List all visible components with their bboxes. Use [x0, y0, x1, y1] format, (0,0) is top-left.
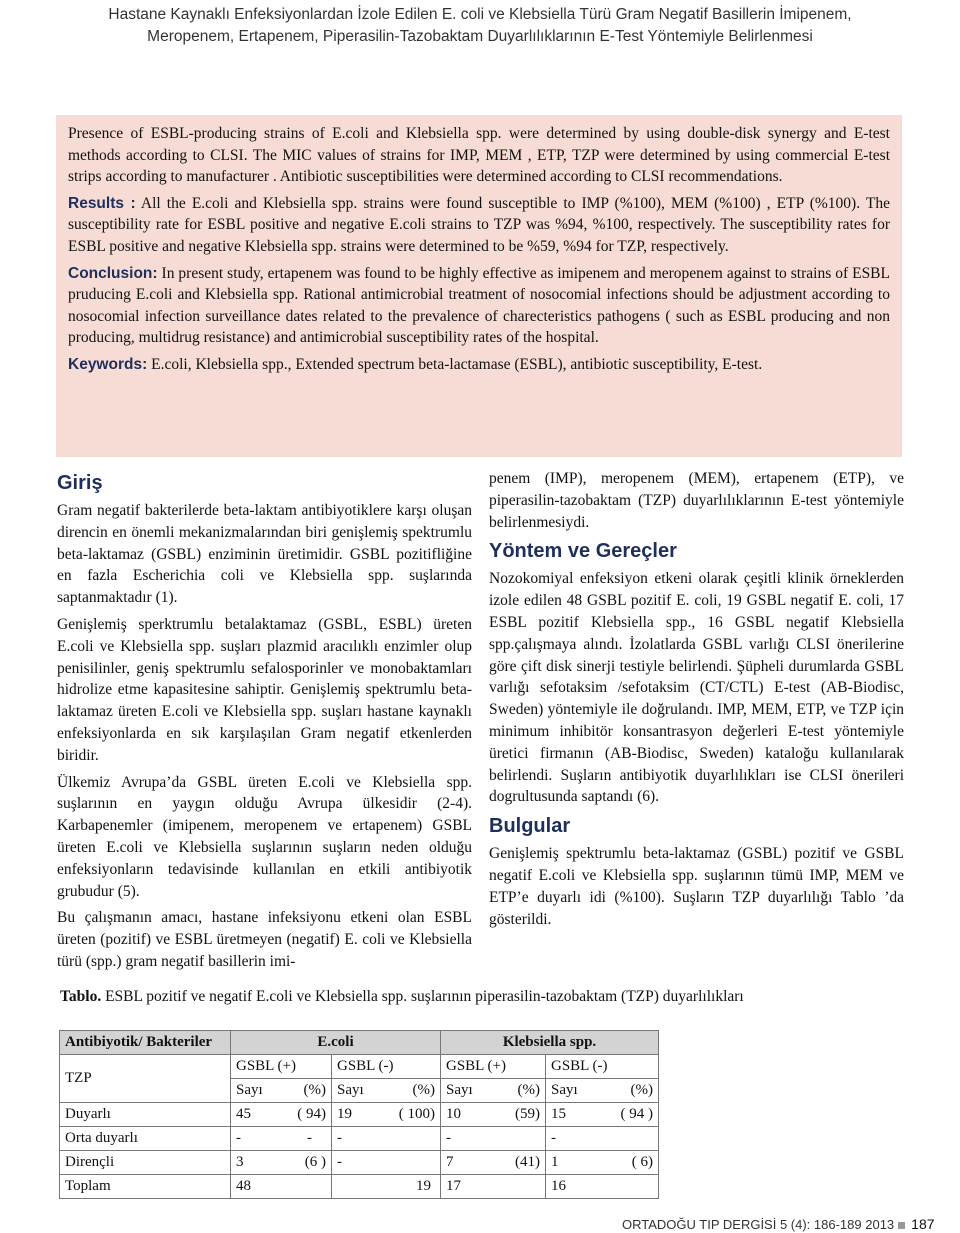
caption-label: Tablo. — [60, 988, 102, 1005]
cell-part: (%) — [630, 1082, 653, 1098]
conclusion-text: In present study, ertapenem was found to be highly effective as imipenem and meropenem against to strains of ESBL pruducing E.coli and Klebsiella spp. Rational antimicrobial treatment of nosocomial infections should be adjustment according to nosocomial infection surveillance dates related to the prevalence of charecteristics pathogens ( such as ESBL producing and non producing, multidrug resistance) and antimicrobial susceptibility rates of the hospital. — [68, 264, 890, 347]
paragraph: Ülkemiz Avrupa’da GSBL üreten E.coli ve Klebsiella spp. suşlarının en yaygın olduğu Avrupa ülkesidir (2-4). Karbapenemler (imipenem, meropenem ve ertapenem) GSBL üreten E.coli ve Klebsiella suşlarının suşların neden olduğu enfeksiyonların tedavisinde kullanılan en etkili antibiyotik grubudur (5). — [57, 773, 472, 900]
table-cell — [332, 1127, 441, 1151]
table-row — [60, 1103, 659, 1127]
table-cell — [546, 1127, 659, 1151]
abstract-methods: Presence of ESBL-producing strains of E.coli and Klebsiella spp. were determined by using double-disk synergy and E-test methods according to CLSI. The MIC values of strains for IMP, MEM , ETP, TZP were determined by using commercial E-test strips according to manufacturer . Antibiotic susceptibilities were determined according to CLSI recommendations. — [68, 125, 890, 186]
cell-part: 1 — [551, 1154, 559, 1170]
table-cell: GSBL (-) — [546, 1055, 659, 1079]
page-number: 187 — [911, 1216, 935, 1232]
cell-part: - — [236, 1130, 241, 1146]
abstract-keywords — [68, 354, 890, 376]
cell-part: 16 — [551, 1178, 566, 1194]
cell-part: ( 100) — [398, 1106, 435, 1122]
table-cell — [441, 1151, 546, 1175]
tzp-table — [59, 1030, 659, 1199]
table-header-cell: Klebsiella spp. — [441, 1031, 659, 1055]
table-cell — [231, 1103, 332, 1127]
cell-part: - — [551, 1130, 556, 1146]
cell-part: - — [337, 1154, 342, 1170]
table-header-cell: Antibiyotik/ Bakteriler — [60, 1031, 231, 1055]
cell-part: - — [337, 1130, 342, 1146]
section-heading-giris: Giriş — [57, 472, 103, 494]
table-cell: GSBL (+) — [231, 1055, 332, 1079]
running-header — [0, 4, 960, 48]
cell-part: (%) — [412, 1082, 435, 1098]
table-cell: GSBL (-) — [332, 1055, 441, 1079]
table-cell — [441, 1079, 546, 1103]
table-cell — [441, 1127, 546, 1151]
left-column — [57, 468, 472, 978]
table-cell: Orta duyarlı — [60, 1127, 231, 1151]
keywords-text: E.coli, Klebsiella spp., Extended spectrum beta-lactamase (ESBL), antibiotic susceptibility, E-test. — [147, 355, 763, 373]
cell-part: - — [446, 1130, 451, 1146]
cell-part: (41) — [515, 1154, 540, 1170]
table-row — [60, 1127, 659, 1151]
table-cell — [332, 1079, 441, 1103]
abstract-conclusion — [68, 263, 890, 349]
table-cell — [546, 1151, 659, 1175]
cell-part: (%) — [517, 1082, 540, 1098]
cell-part: Sayı — [337, 1082, 364, 1098]
conclusion-label: Conclusion: — [68, 264, 158, 282]
table-cell — [546, 1175, 659, 1199]
page-footer — [622, 1216, 935, 1232]
table-row — [60, 1055, 659, 1079]
table-cell: Duyarlı — [60, 1103, 231, 1127]
table-cell — [231, 1079, 332, 1103]
cell-part: Sayı — [236, 1082, 263, 1098]
results-label: Results : — [68, 194, 136, 212]
table-cell: TZP — [60, 1055, 231, 1103]
cell-part: 19 — [416, 1178, 431, 1194]
table-cell — [441, 1103, 546, 1127]
table-row — [60, 1175, 659, 1199]
table-header-row — [60, 1031, 659, 1055]
table-cell — [332, 1151, 441, 1175]
square-icon — [898, 1222, 905, 1229]
table-cell — [231, 1175, 332, 1199]
cell-part: 45 — [236, 1106, 251, 1122]
paragraph: Nozokomiyal enfeksiyon etkeni olarak çeşitli klinik örneklerden izole edilen 48 GSBL pozitif E. coli, 19 GSBL negatif E. coli, 17 ESBL pozitif Klebsiella spp., 16 GSBL negatif Klebsiella spp.çalışmaya alındı. İzolatlarda GSBL varlığı CLSI önerilerine göre çift disk sinerji testiyle belirlendi. Şüpheli durumlarda GSBL varlığı sefotaksim /sefotaksim (CT/CTL) E-test (AB-Biodisc, Sweden) yöntemiyle ile doğrulandı. IMP, MEM, ETP, ve TZP için minimum inhibitör konsantrasyon değerleri E-test yöntemiyle üretici firmanın (AB-Biodisc, Sweden) kataloğu kullanılarak belirlendi. Suşların antibiyotik duyarlılıkları ise CLSI önerileri dogrultusunda saptandı (6). — [489, 570, 904, 806]
table-cell — [231, 1127, 332, 1151]
table-cell — [332, 1175, 441, 1199]
cell-part: ( 94) — [297, 1106, 326, 1122]
table-caption — [60, 986, 930, 1008]
paragraph: Gram negatif bakterilerde beta-laktam antibiyotiklere karşı oluşan direncin en önemli mekanizmalarından biri genişlemiş spektrumlu beta-laktamaz (GSBL) enziminin üretimidir. GSBL pozitifliğine en fazla Escherichia coli ve Klebsiella spp. suşlarında saptanmaktadır (1). — [57, 502, 472, 607]
table-header-cell: E.coli — [231, 1031, 441, 1055]
table-cell — [546, 1103, 659, 1127]
running-header-line-2: Meropenem, Ertapenem, Piperasilin-Tazobaktam Duyarlılıklarının E-Test Yöntemiyle Belirlenmesi — [147, 28, 813, 45]
paragraph: Genişlemiş spektrumlu beta-laktamaz (GSBL) pozitif ve GSBL negatif E.coli ve Klebsiella spp. suşlarının tümü IMP, MEM ve ETP’e duyarlı idi (%100). Suşların TZP duyarlılığı Tablo ’da gösterildi. — [489, 845, 904, 928]
cell-part: 17 — [446, 1178, 461, 1194]
cell-part: ( 94 ) — [620, 1106, 653, 1122]
paragraph: Bu çalışmanın amacı, hastane infeksiyonu etkeni olan ESBL üreten (pozitif) ve ESBL üretmeyen (negatif) E. coli ve Klebsiella türü (spp.) gram negatif basillerin imi- — [57, 909, 472, 970]
abstract-box — [56, 115, 902, 457]
cell-part: 10 — [446, 1106, 461, 1122]
section-heading-bulgular: Bulgular — [489, 815, 571, 838]
running-header-line-1: Hastane Kaynaklı Enfeksiyonlardan İzole Edilen E. coli ve Klebsiella Türü Gram Negatif Basillerin İmipenem, — [108, 6, 852, 23]
cell-part: (59) — [515, 1106, 540, 1122]
table-cell: GSBL (+) — [441, 1055, 546, 1079]
table-row — [60, 1151, 659, 1175]
cell-part: 48 — [236, 1178, 251, 1194]
table-cell: Dirençli — [60, 1151, 231, 1175]
cell-part: 3 — [236, 1154, 244, 1170]
keywords-label: Keywords: — [68, 355, 148, 373]
abstract-results — [68, 193, 890, 258]
results-text: All the E.coli and Klebsiella spp. strains were found susceptible to IMP (%100), MEM (%100) , ETP (%100). The susceptibility rate for ESBL positive and negative E.coli strains to TZP was %94, %100, respectively. The susceptibility rates for ESBL positive and negative Klebsiella spp. strains were determined to be %59, %94 for TZP, respectively. — [68, 194, 890, 255]
cell-part: (6 ) — [304, 1154, 326, 1170]
paragraph: penem (IMP), meropenem (MEM), ertapenem (ETP), ve piperasilin-tazobaktam (TZP) duyarlılıklarının E-test yöntemiyle belirlenmesiydi. — [489, 470, 904, 531]
cell-part: 15 — [551, 1106, 566, 1122]
cell-part: 19 — [337, 1106, 352, 1122]
caption-text: ESBL pozitif ve negatif E.coli ve Klebsiella spp. suşlarının piperasilin-tazobaktam (TZP) duyarlılıkları — [101, 988, 744, 1005]
section-heading-yontem: Yöntem ve Gereçler — [489, 540, 677, 563]
cell-part: Sayı — [446, 1082, 473, 1098]
cell-part: (%) — [303, 1082, 326, 1098]
table-cell: Toplam — [60, 1175, 231, 1199]
table-cell — [546, 1079, 659, 1103]
journal-citation: ORTADOĞU TIP DERGİSİ 5 (4): 186-189 2013 — [622, 1217, 895, 1232]
paragraph: Genişlemiş sperktrumlu betalaktamaz (GSBL, ESBL) üreten E.coli ve Klebsiella spp. suşları plazmid aracılıklı enzimler olup penisilinler, geniş spektrumlu sefalosporinler ve monobaktamları hidrolize etme kapasitesine sahiptir. Genişlemiş spektrumlu beta-laktamaz üreten E.coli ve Klebsiella spp. suşları hastane kaynaklı enfeksiyonlarda en sık karşılaşılan Gram negatif etkenlerden biridir. — [57, 615, 472, 764]
right-column — [489, 468, 904, 935]
cell-part: 7 — [446, 1154, 454, 1170]
cell-part: - — [307, 1130, 312, 1146]
cell-part: Sayı — [551, 1082, 578, 1098]
table-cell — [441, 1175, 546, 1199]
table-cell — [332, 1103, 441, 1127]
cell-part: ( 6) — [631, 1154, 653, 1170]
table-cell — [231, 1151, 332, 1175]
